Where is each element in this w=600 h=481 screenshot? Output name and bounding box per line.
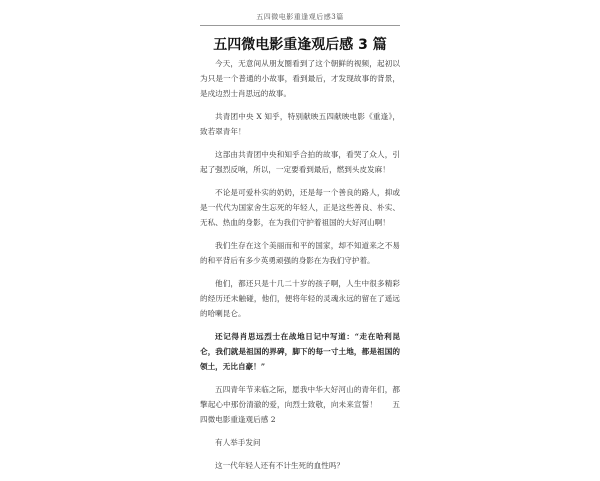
quote-paragraph: 还记得肖思远烈士在战地日记中写道：“走在哈利昆仑，我们就是祖国的界碑，脚下的每一寸土地，都是祖国的领土，无比自豪！” xyxy=(200,332,400,371)
paragraph: 他们，都还只是十几二十岁的孩子啊，人生中很多精彩的经历还未触碰，他们，便将年轻的灵魂永远的留在了遥远的哈喇昆仑。 xyxy=(200,279,400,318)
paragraph: 我们生存在这个美丽而和平的国家，却不知道来之不易的和平背后有多少英勇顽强的身影在为我们守护着。 xyxy=(200,241,400,265)
document-body xyxy=(200,56,400,481)
paragraph: 不论是可爱朴实的奶奶，还是每一个善良的路人，抑或是一代代为国家舍生忘死的年轻人，正是这些善良、朴实、无私、热血的身影，在为我们守护着祖国的大好河山啊！ xyxy=(200,188,400,227)
paragraph: 今天，无意间从朋友圈看到了这个朝鲜的视频，起初以为只是一个普通的小故事，看到最后，才发现故事的背景，是戍边烈士肖思远的故事。 xyxy=(200,59,400,98)
paragraph: 这一代年轻人还有不计生死的血性吗？ xyxy=(215,461,345,470)
document-title: 五四微电影重逢观后感 3 篇 xyxy=(213,37,387,53)
running-header: 五四微电影重逢观后感3篇 xyxy=(256,13,344,21)
paragraph: 这部由共青团中央和知乎合拍的故事，看哭了众人，引起了强烈反响，所以，一定要看到最后，燃到头皮发麻！ xyxy=(200,150,400,174)
header-divider xyxy=(200,25,400,26)
paragraph: 有人举手发问 xyxy=(215,438,261,447)
paragraph: 共青团中央 X 知乎，特别献映五四献映电影《重逢》，致若翠青年！ xyxy=(200,112,400,136)
paragraph: 五四青年节来临之际，愿我中华大好河山的青年们，都擎起心中那份清澈的爱，向烈士致敬，向未来宣誓！ 五四微电影重逢观后感 2 xyxy=(200,385,400,424)
